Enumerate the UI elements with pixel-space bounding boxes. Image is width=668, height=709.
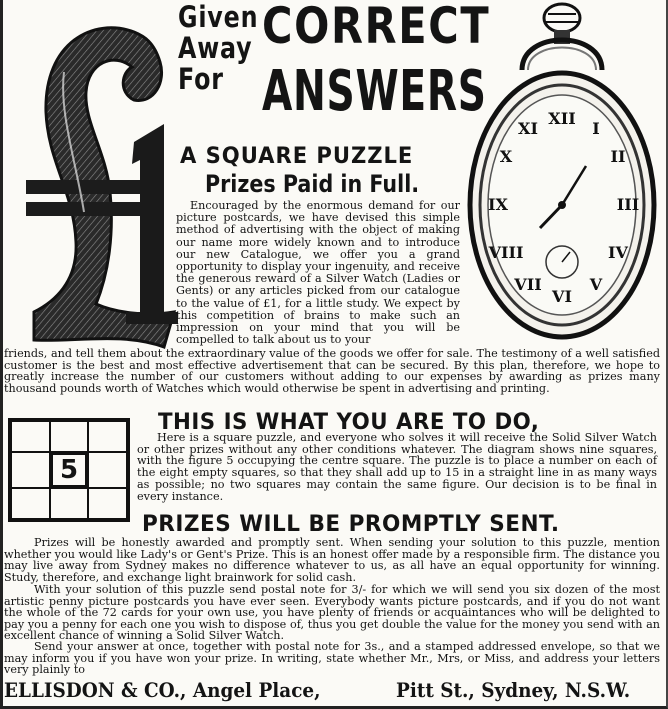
puzzle-grid xyxy=(8,418,130,522)
svg-text:III: III xyxy=(616,195,640,214)
pound-sign-illustration xyxy=(14,12,184,352)
svg-text:XII: XII xyxy=(548,109,576,128)
grid-cell xyxy=(50,421,89,452)
continuation-paragraph: friends, and tell them about the extraordinary value of the goods we offer for sale. The testimony of a well satisfied customer is the best and most effective advertisement that can be secured. By this plan, therefore, we hope to greatly increase the number of our customers without adding to our expenses by awarding as prizes many thousand pounds worth of Watches which would otherwise be spent in advertising and printing. xyxy=(4,347,660,395)
headline-answers: ANSWERS xyxy=(262,59,487,124)
headline-word-given: Given xyxy=(178,0,259,34)
footer-address xyxy=(4,674,666,704)
svg-text:VII: VII xyxy=(514,275,542,294)
svg-text:VIII: VIII xyxy=(488,243,524,262)
grid-cell xyxy=(11,488,50,519)
grid-cell xyxy=(88,488,127,519)
send-answer-paragraph: Send your answer at once, together with postal note for 3s., and a stamped addressed envelope, so that we may inform you if you have won your prize. In writing, state whether Mr., Mrs, or Miss, and address your letters very plainly to xyxy=(4,640,660,677)
puzzle-title: A SQUARE PUZZLE xyxy=(180,144,414,169)
svg-text:VI: VI xyxy=(552,287,572,306)
grid-cell xyxy=(88,452,127,488)
heading-what-to-do: THIS IS WHAT YOU ARE TO DO, xyxy=(158,410,540,435)
headline-word-for: For xyxy=(178,62,224,96)
svg-text:IX: IX xyxy=(488,195,508,214)
svg-text:IV: IV xyxy=(608,243,628,262)
grid-center-cell: 5 xyxy=(50,452,89,488)
headline-given-away-for xyxy=(178,0,259,96)
footer-street: Pitt St., Sydney, N.S.W. xyxy=(396,678,631,702)
headline-word-away: Away xyxy=(178,31,253,65)
prizes-paid-subtitle: Prizes Paid in Full. xyxy=(205,170,420,198)
svg-text:X: X xyxy=(499,147,513,166)
pocket-watch-illustration xyxy=(462,0,662,350)
grid-cell xyxy=(11,452,50,488)
heading-prizes-sent: PRIZES WILL BE PROMPTLY SENT. xyxy=(142,512,560,537)
grid-cell xyxy=(50,488,89,519)
svg-text:I: I xyxy=(592,119,600,138)
intro-paragraph: Encouraged by the enormous demand for our picture postcards, we have devised this simple method of advertising with the object of making our name more widely known and to introduce our new Catalogue, we offer you a grand opportunity to display your ingenuity, and receive the generous reward of a Silver Watch (Ladies or Gents) or any articles picked from our catalogue to the value of £1, for a little study. We expect by this competition of brains to make such an impression on your mind that you will be compelled to talk about us to your xyxy=(176,199,460,347)
svg-text:V: V xyxy=(589,275,603,294)
prizes-paragraph: Prizes will be honestly awarded and promptly sent. When sending your solution to this puzzle, mention whether you would like Lady's or Gent's Prize. This is an honest offer made by a responsible firm. The distance you may live away from Sydney makes no difference whatever to us, as all have an equal opportunity for winning. Study, therefore, and exchange light brainwork for solid cash. xyxy=(4,536,660,584)
svg-text:II: II xyxy=(610,147,626,166)
footer-firm: ELLISDON & CO., Angel Place, xyxy=(4,678,321,702)
svg-text:XI: XI xyxy=(518,119,538,138)
instructions-paragraph: Here is a square puzzle, and everyone who solves it will receive the Solid Silver Watch or other prizes without any other conditions whatever. The diagram shows nine squares, with the figure 5 occupying the centre square. The puzzle is to place a number on each of the eight empty squares, so that they shall add up to 15 in a straight line in as many ways as possible; no two squares may contain the same figure. Our decision is to be final in every instance. xyxy=(137,431,657,503)
grid-cell xyxy=(88,421,127,452)
headline-correct: CORRECT xyxy=(262,0,491,55)
postal-note-paragraph: With your solution of this puzzle send postal note for 3/- for which we will send you six dozen of the most artistic penny picture postcards you have ever seen. Everybody wants picture postcards, and if you do not want the whole of the 72 cards for your own use, you have plenty of friends or acquaintances who will be delighted to pay you a penny for each one you wish to dispose of, thus you get double the value for the money you send with an excellent chance of winning a Solid Silver Watch. xyxy=(4,583,660,643)
grid-cell xyxy=(11,421,50,452)
